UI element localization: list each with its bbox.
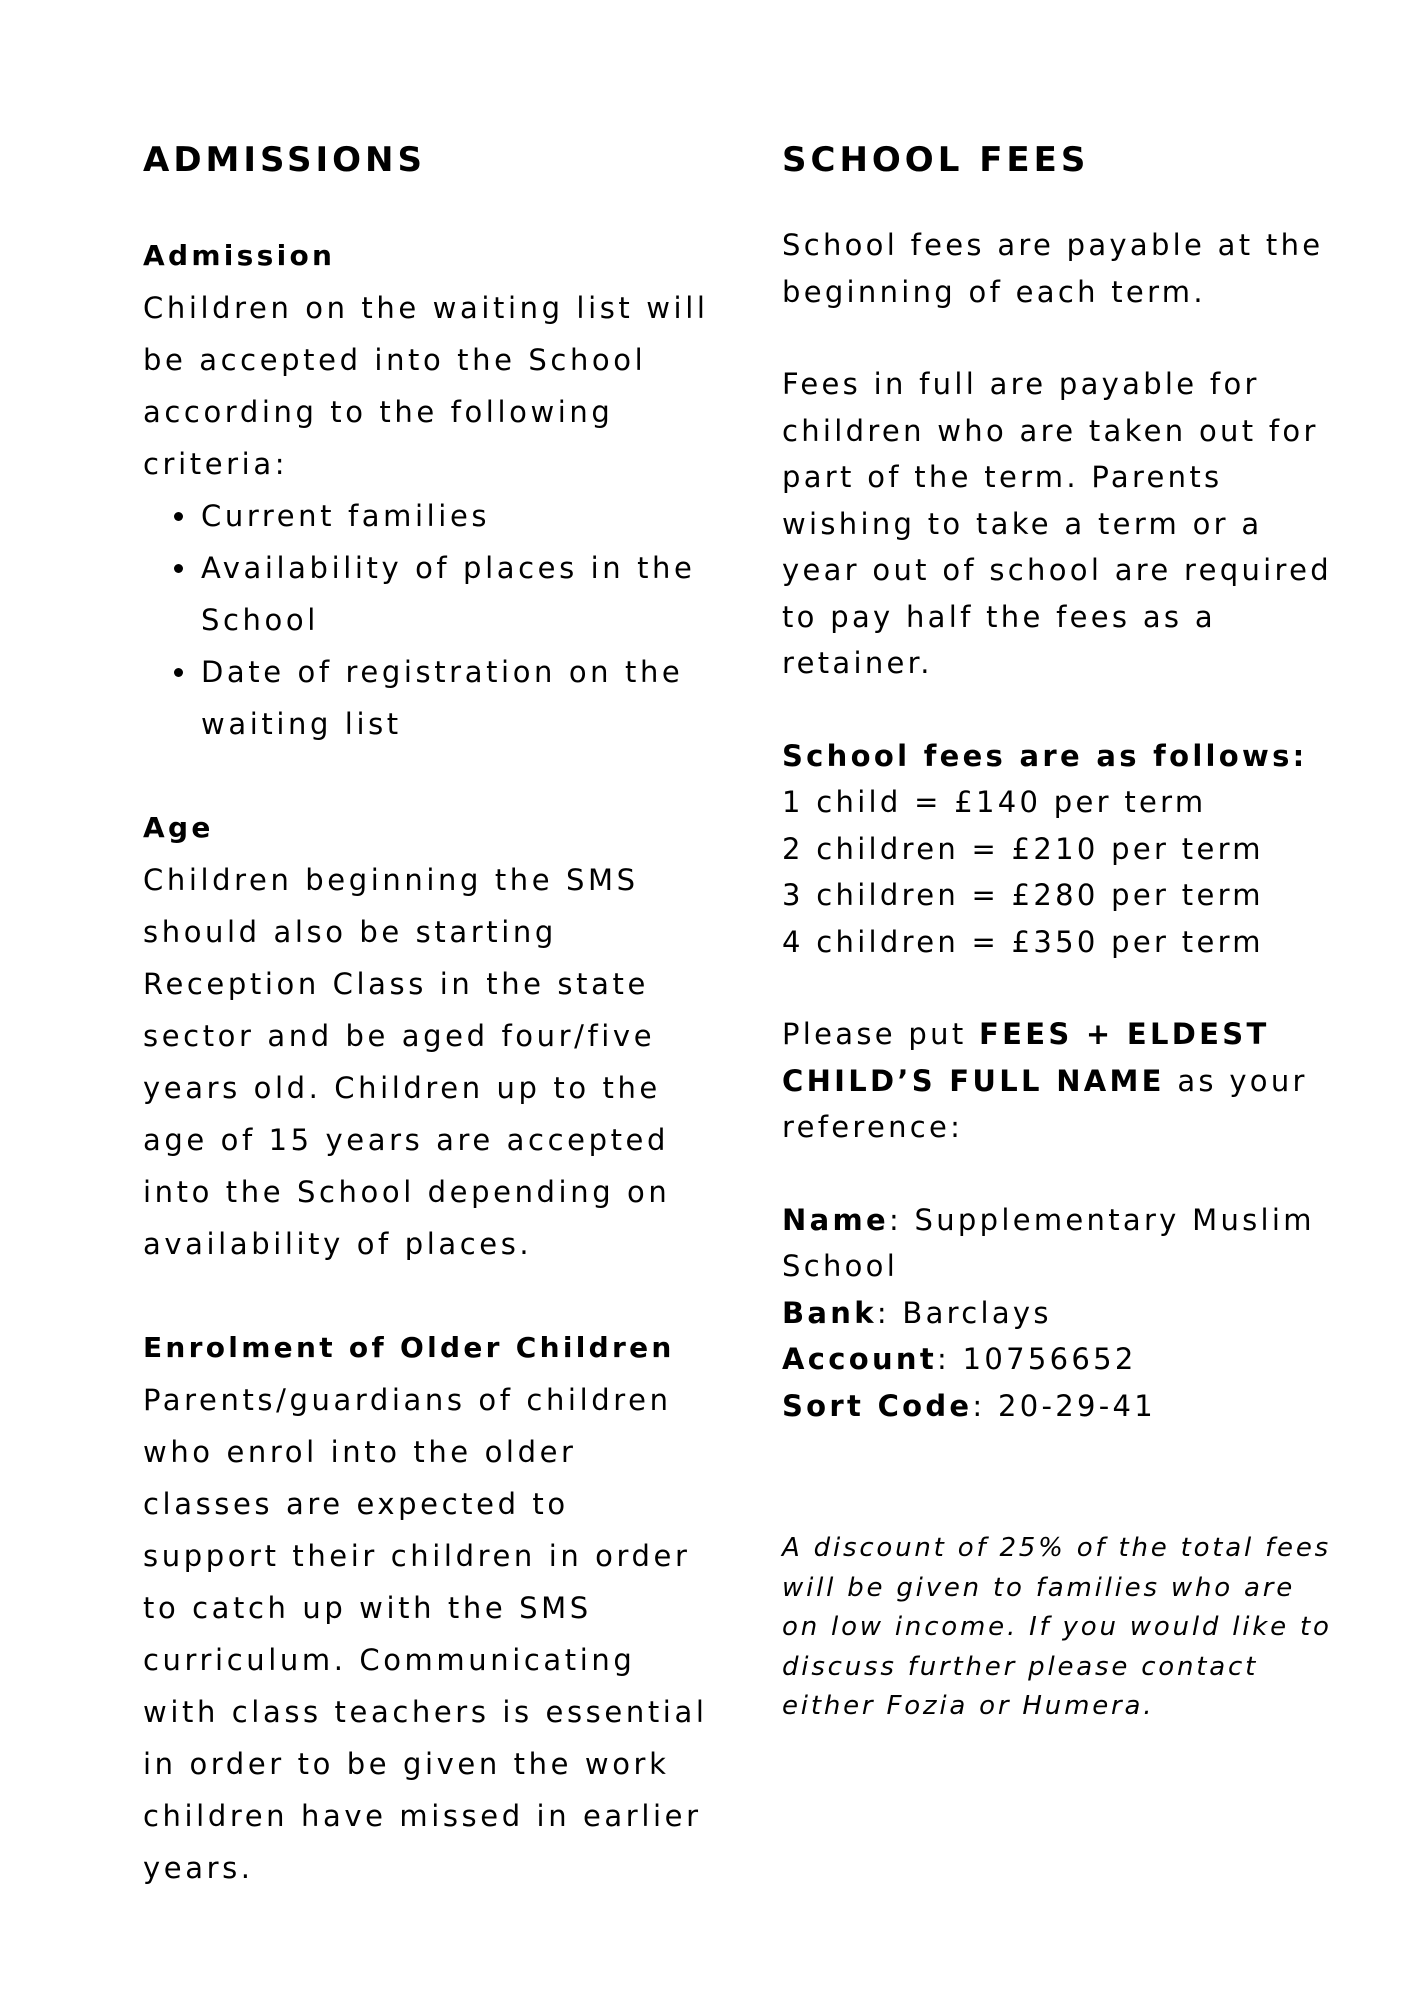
list-item: • Availability of places in the School bbox=[199, 542, 713, 646]
admission-criteria-list bbox=[143, 490, 713, 750]
admission-text: Children on the waiting list will be accepted into the School according to the following criteria: bbox=[143, 291, 709, 481]
fee-rate: 2 children = £210 per term bbox=[782, 831, 1264, 866]
admissions-heading: ADMISSIONS bbox=[143, 140, 426, 180]
sort-code-row bbox=[782, 1383, 1342, 1430]
bank-name-label: Name bbox=[782, 1202, 889, 1237]
list-item: • Date of registration on the waiting list bbox=[199, 646, 713, 750]
school-fees-heading: SCHOOL FEES bbox=[782, 140, 1090, 180]
school-fees-section bbox=[782, 138, 1342, 1727]
older-children-title: Enrolment of Older Children bbox=[143, 1331, 675, 1364]
fee-rates bbox=[782, 779, 1342, 965]
sort-code-label: Sort Code bbox=[782, 1388, 973, 1423]
bank-details bbox=[782, 1197, 1342, 1430]
list-item: • Current families bbox=[199, 490, 713, 542]
bank-name-value: : Supplementary Muslim School bbox=[782, 1202, 1315, 1283]
fee-rate: 1 child = £140 per term bbox=[782, 785, 1207, 819]
sort-code-value: : 20-29-41 bbox=[972, 1388, 1157, 1423]
older-children-text: Parents/guardians of children who enrol into the older classes are expected to support their children in order to catch up with the SMS curriculum. Communicating with class teachers is essential in order to be given the work children have missed in earlier years. bbox=[143, 1383, 708, 1885]
fees-intro: School fees are payable at the beginning of each term. bbox=[782, 228, 1324, 309]
age-text: Children beginning the SMS should also be starting Reception Class in the state sector and be aged four/five years old. Children up to the age of 15 years are accepted into the School depending on availability of places. bbox=[143, 863, 671, 1261]
payment-reference-instruction bbox=[782, 1011, 1342, 1151]
bank-row bbox=[782, 1290, 1342, 1337]
admissions-section bbox=[143, 138, 713, 1894]
reference-suffix: as your reference: bbox=[782, 1063, 1308, 1144]
account-row bbox=[782, 1336, 1342, 1383]
discount-note: A discount of 25% of the total fees will be given to families who are on low income. If you would like to discuss further please contact either Fozia or Humera. bbox=[782, 1533, 1332, 1721]
account-label: Account bbox=[782, 1342, 938, 1376]
reference-prefix: Please put bbox=[782, 1017, 980, 1051]
bank-value: : Barclays bbox=[876, 1295, 1052, 1330]
bank-label: Bank bbox=[782, 1295, 877, 1330]
account-value: : 10756652 bbox=[937, 1342, 1137, 1376]
fee-rate: 4 children = £350 per term bbox=[782, 924, 1264, 959]
fee-rate: 3 children = £280 per term bbox=[782, 878, 1264, 912]
fees-list-title: School fees are as follows: bbox=[782, 738, 1308, 773]
reference-bold: FEES + ELDEST CHILD’S FULL NAME bbox=[782, 1017, 1270, 1098]
age-title: Age bbox=[143, 811, 214, 844]
bank-name-row bbox=[782, 1197, 1342, 1290]
full-fees-text: Fees in full are payable for children who are taken out for part of the term. Parents wishing to take a term or a year out of school are required to pay half the fees as a retainer. bbox=[782, 367, 1332, 680]
admission-title: Admission bbox=[143, 239, 336, 272]
